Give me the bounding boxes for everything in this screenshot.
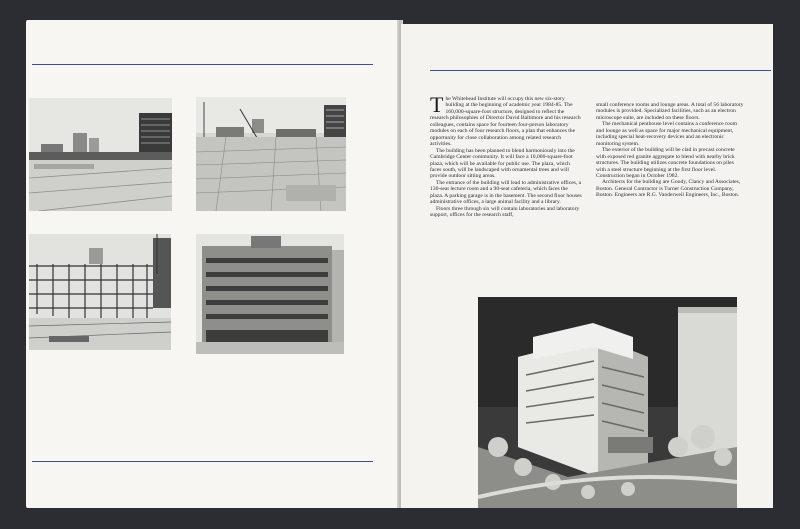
paragraph: Floors three through six will contain laboratories and laboratory support, offices for the research staff, <box>430 205 580 219</box>
right-top-rule <box>430 70 771 71</box>
site-photo-steel-frame <box>29 234 171 350</box>
paragraph: The exterior of the building will be clad in precast concrete with exposed red granite aggregate to blend with nearby brick structures. The building utilizes concrete foundations on piles with a steel structure beginning at the first floor level. Construction began in October 1982. <box>596 147 735 179</box>
architectural-model-photo <box>478 297 737 508</box>
site-photo-excavation <box>196 97 346 211</box>
paragraph: Architects for the building are Goody, Clancy and Associates, Boston. General Contractor is Turner Construction Company, Boston. Engineers are R.G. Vanderweil Engineers, Inc., Boston. <box>596 179 741 199</box>
paragraph: The entrance of the building will lead to administrative offices, a 130-seat lecture room and a 90-seat cafeteria, which faces the plaza. A parking garage is in the basement. The second floor houses administrative offices, a large animal facility and a library. <box>430 179 582 206</box>
left-top-rule <box>32 64 373 65</box>
text-column-1 <box>430 92 582 219</box>
site-photo-skyline <box>29 98 172 211</box>
paragraph: small conference rooms and lounge areas. A total of 56 laboratory modules is provided. Specialized facilities, such as an electron microscope suite, are included on these floors. <box>596 102 744 121</box>
drop-cap: T <box>430 92 444 117</box>
paragraph <box>430 92 582 148</box>
text-column-2 <box>596 102 744 199</box>
paragraph-text: he Whitehead Institute will occupy this new six-story building at the beginning of academic year 1984-85. The 160,000-square-foot structure, designed to reflect the research philosophies of Director David Baltimore and his research colleagues, contains space for fourteen four-person laboratory modules on each of four research floors, a plan that enhances the opportunity for close collaboration among related research activities. <box>430 96 581 148</box>
left-bottom-rule <box>32 461 373 462</box>
paragraph: The building has been planned to blend harmoniously into the Cambridge Center community. It will face a 10,000-square-foot plaza, which will be available for public use. The plaza, which faces south, will be landscaped with ornamental trees and will provide outdoor sitting areas. <box>430 147 575 180</box>
paragraph: The mechanical penthouse level contains a conference room and lounge as well as space for major mechanical equipment, including special heat-recovery devices and an electronic monitoring system. <box>596 121 737 147</box>
site-photo-building-exterior <box>196 234 344 354</box>
